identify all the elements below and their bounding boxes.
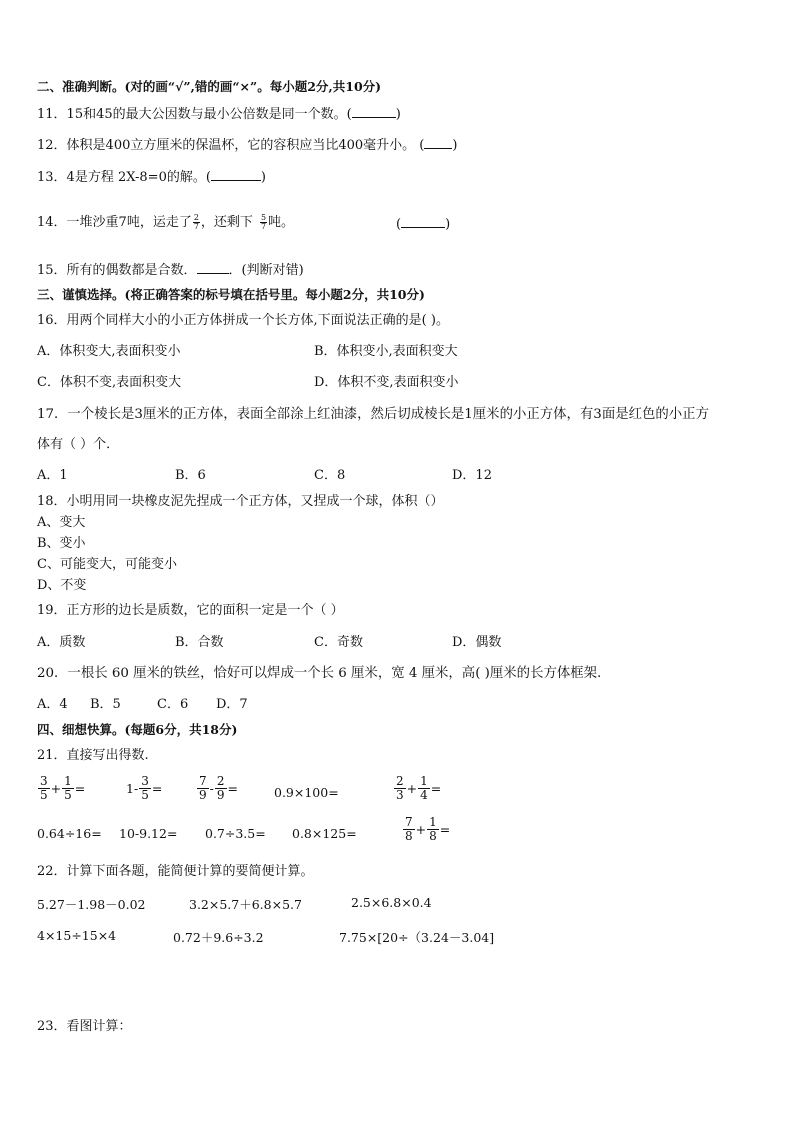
expression-6: 0.64÷16= (37, 826, 102, 841)
option-b[interactable]: B．合数 (175, 635, 224, 650)
question-19: 19．正方形的边长是质数，它的面积一定是一个（ ） (37, 603, 344, 618)
question-14: 14．一堆沙重7吨，运走了 $\frac{2}{7}$ ，还剩下 $\frac{5}{7}$ 吨。 (37, 213, 295, 231)
calc-1: 5.27－1.98－0.02 (37, 897, 146, 912)
option-a[interactable]: A．1 (37, 468, 68, 483)
option-d[interactable]: D．7 (216, 697, 248, 712)
question-17-line-1: 17．一个棱长是3厘米的正方体，表面全部涂上红油漆，然后切成棱长是1厘米的小正方体，有3面是红色的小正方 (37, 407, 709, 422)
option-a[interactable]: A．4 (37, 697, 68, 712)
question-14-text: 14．一堆沙重7吨，运走了 (37, 215, 192, 230)
expression-4: 0.9×100= (274, 785, 339, 800)
answer-blank[interactable] (401, 215, 445, 228)
option-a[interactable]: A．质数 (37, 635, 86, 650)
calc-4: 4×15÷15×4 (37, 928, 117, 943)
calc-3: 2.5×6.8×0.4 (351, 895, 432, 910)
section-4-title: 四、细想快算。(每题6分，共18分) (37, 722, 238, 737)
question-22: 22．计算下面各题，能简便计算的要简便计算。 (37, 864, 314, 879)
question-13-text: 13．4是方程 2X-8=0的解。( (37, 170, 211, 185)
question-15: 15．所有的偶数都是合数． ．(判断对错) (37, 263, 304, 278)
expression-3: $\frac{7}{9}$ - $\frac{2}{9}$ = (199, 774, 238, 802)
answer-blank[interactable] (352, 105, 396, 118)
expression-9: 0.8×125= (292, 826, 357, 841)
expression-7: 10-9.12= (119, 826, 178, 841)
question-17-line-2: 体有（ ）个． (37, 437, 120, 452)
expression-1: $\frac{3}{5}$ + $\frac{1}{5}$ = (40, 774, 86, 802)
expression-10: $\frac{7}{8}$ + $\frac{1}{8}$ = (405, 815, 451, 843)
expression-2: 1- $\frac{3}{5}$ = (126, 774, 163, 802)
section-2-title: 二、准确判断。(对的画“√”,错的画“×”。每小题2分,共10分) (37, 79, 382, 94)
question-13: 13．4是方程 2X-8=0的解。( ) (37, 170, 266, 185)
option-c[interactable]: C．奇数 (314, 635, 363, 650)
section-3-title: 三、谨慎选择。(将正确答案的标号填在括号里。每小题2分，共10分) (37, 287, 425, 302)
option-d[interactable]: D．12 (452, 468, 492, 483)
answer-blank[interactable] (197, 261, 229, 274)
option-d[interactable]: D．偶数 (452, 635, 502, 650)
question-11-text: 11．15和45的最大公因数与最小公倍数是同一个数。( (37, 107, 352, 122)
option-a[interactable]: A．体积变大,表面积变小 (37, 344, 181, 359)
question-14-answer: ( ) (396, 217, 451, 232)
option-b[interactable]: B、变小 (37, 536, 86, 551)
fraction: $\frac{5}{7}$ (260, 213, 267, 231)
expression-5: $\frac{2}{3}$ + $\frac{1}{4}$ = (396, 774, 442, 802)
question-16: 16．用两个同样大小的小正方体拼成一个长方体,下面说法正确的是( )。 (37, 313, 449, 328)
fraction: $\frac{2}{7}$ (193, 213, 199, 231)
option-b[interactable]: B．5 (90, 697, 121, 712)
option-c[interactable]: C．体积不变,表面积变大 (37, 375, 182, 390)
option-a[interactable]: A、变大 (37, 515, 86, 530)
question-23: 23．看图计算： (37, 1019, 132, 1034)
expression-8: 0.7÷3.5= (205, 826, 266, 841)
question-20: 20．一根长 60 厘米的铁丝，恰好可以焊成一个长 6 厘米，宽 4 厘米，高( )厘米的长方体框架. (37, 666, 602, 681)
answer-blank[interactable] (424, 136, 452, 149)
option-c[interactable]: C．8 (314, 468, 346, 483)
question-11: 11．15和45的最大公因数与最小公倍数是同一个数。( ) (37, 107, 401, 122)
calc-6: 7.75×[20÷（3.24－3.04] (339, 930, 495, 945)
question-12: 12．体积是400立方厘米的保温杯，它的容积应当比400毫升小。 ( ) (37, 138, 458, 153)
calc-2: 3.2×5.7＋6.8×5.7 (189, 897, 302, 912)
question-12-text: 12．体积是400立方厘米的保温杯，它的容积应当比400毫升小。 ( (37, 138, 425, 153)
answer-blank[interactable] (211, 168, 261, 181)
question-18: 18．小明用同一块橡皮泥先捏成一个正方体，又捏成一个球，体积（） (37, 494, 444, 509)
option-c[interactable]: C、可能变大，可能变小 (37, 557, 177, 572)
option-b[interactable]: B．6 (175, 468, 206, 483)
option-b[interactable]: B．体积变小,表面积变大 (314, 344, 458, 359)
calc-5: 0.72＋9.6÷3.2 (173, 930, 264, 945)
question-21: 21．直接写出得数. (37, 748, 149, 763)
option-d[interactable]: D、不变 (37, 578, 87, 593)
option-c[interactable]: C．6 (157, 697, 189, 712)
option-d[interactable]: D．体积不变,表面积变小 (314, 375, 459, 390)
question-15-text: 15．所有的偶数都是合数． (37, 263, 197, 278)
